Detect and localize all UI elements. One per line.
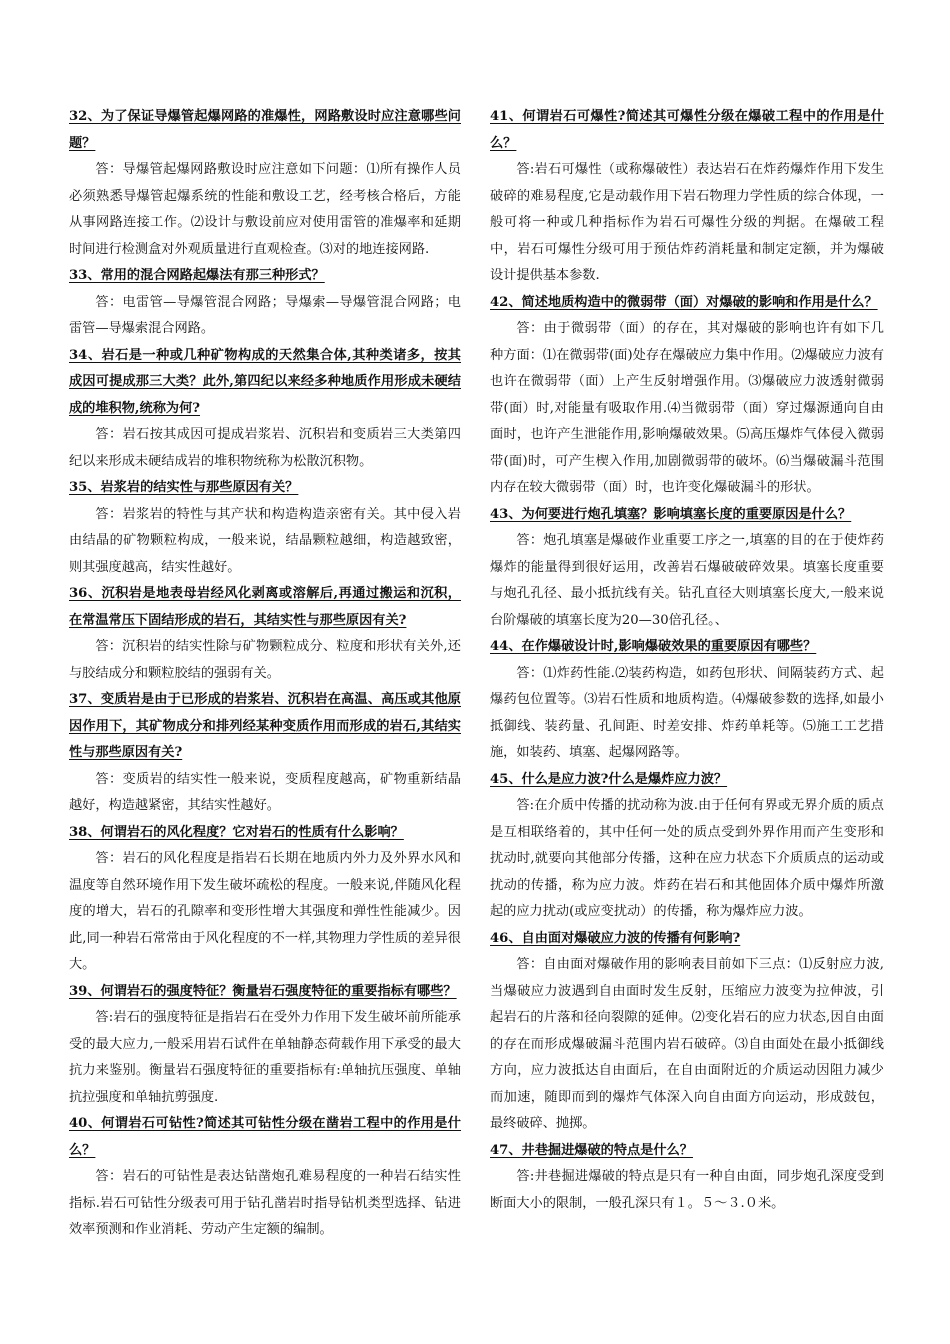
- answer-paragraph: 答：自由面对爆破作用的影响表目前如下三点：⑴反射应力波,当爆破应力波遇到自由面时发生反射，压缩应力波变为拉伸波，引起岩石的片落和径向裂隙的延伸。⑵变化岩石的应力状态,因自由面的存在而形成爆破漏斗范围内岩石破碎。⑶自由面处在最小抵御线方向，应力波抵达自由面后，在自由面附近的介质运动因阻力减少而加速，随即而到的爆炸气体深入向自由面方向运动，形成鼓包，最终破碎、抛掷。: [490, 957, 884, 1131]
- answer-paragraph: 答：电雷管—导爆管混合网路；导爆索—导爆管混合网路；电雷管—导爆索混合网路。: [69, 294, 461, 336]
- question-heading: 47、井巷掘进爆破的特点是什么？: [490, 1142, 693, 1158]
- answer-paragraph: 答：导爆管起爆网路敷设时应注意如下问题：⑴所有操作人员必须熟悉导爆管起爆系统的性能和敷设工艺，经考核合格后，方能从事网路连接工作。⑵设计与敷设前应对使用雷管的准爆率和延期时间进行检测盒对外观质量进行直观检查。⑶对的地连接网路.: [69, 162, 461, 257]
- qa-item-36: [69, 581, 461, 687]
- question-heading: 46、自由面对爆破应力波的传播有何影响?: [490, 930, 741, 946]
- answer-paragraph: 答：岩石的风化程度是指岩石长期在地质内外力及外界水风和温度等自然环境作用下发生破坏疏松的程度。一般来说,伴随风化程度的增大，岩石的孔隙率和变形性增大其强度和弹性性能减少。因此,同一种岩石常常由于风化程度的不一样,其物理力学性质的差异很大。: [69, 851, 461, 972]
- qa-item-35: [69, 475, 461, 581]
- qa-item-34: [69, 343, 461, 476]
- answer-paragraph: 答：岩石的可钻性是表达钻凿炮孔难易程度的一种岩石结实性指标.岩石可钻性分级表可用于钻孔凿岩时指导钻机类型选择、钻进效率预测和作业消耗、劳动产生定额的编制。: [69, 1169, 461, 1237]
- question-heading: 44、在作爆破设计时,影响爆破效果的重要原因有哪些？: [490, 639, 817, 654]
- question-heading: 33、常用的混合网路起爆法有那三种形式？: [69, 268, 325, 283]
- left-column: [69, 104, 461, 1244]
- qa-item-44: [490, 634, 884, 767]
- answer-paragraph: 答：岩石按其成因可提成岩浆岩、沉积岩和变质岩三大类第四纪以来形成未硬结成岩的堆积物统称为松散沉积物。: [69, 427, 461, 469]
- question-heading: 45、什么是应力波?什么是爆炸应力波？: [490, 771, 728, 787]
- qa-item-38: [69, 820, 461, 979]
- qa-item-37: [69, 687, 461, 820]
- answer-paragraph: 答：变质岩的结实性一般来说，变质程度越高，矿物重新结晶越好，构造越紧密，其结实性越好。: [69, 771, 461, 813]
- answer-paragraph: 答：炮孔填塞是爆破作业重要工序之一,填塞的目的在于使炸药爆炸的能量得到很好运用，改善岩石爆破破碎效果。填塞长度重要与炮孔孔径、最小抵抗线有关。钻孔直径大则填塞长度大,一般来说台阶爆破的填塞长度为20—30倍孔径。、: [490, 533, 884, 628]
- answer-paragraph: 答:岩石可爆性（或称爆破性）表达岩石在炸药爆炸作用下发生破碎的难易程度,它是动载作用下岩石物理力学性质的综合体现，一般可将一种或几种指标作为岩石可爆性分级的判据。在爆破工程中，岩石可爆性分级可用于预估炸药消耗量和制定定额，并为爆破设计提供基本参数.: [490, 162, 884, 283]
- question-heading: 39、何谓岩石的强度特征？衡量岩石强度特征的重要指标有哪些？: [69, 983, 457, 999]
- answer-paragraph: 答:岩石的强度特征是指岩石在受外力作用下发生破坏前所能承受的最大应力,一般采用岩石试件在单轴静态荷载作用下承受的最大抗力来鉴别。衡量岩石强度特征的重要指标有:单轴抗压强度、单轴抗拉强度和单轴抗剪强度.: [69, 1010, 461, 1105]
- question-heading: 41、何谓岩石可爆性?简述其可爆性分级在爆破工程中的作用是什么？: [490, 109, 884, 151]
- question-heading: 37、变质岩是由于已形成的岩浆岩、沉积岩在高温、高压或其他原因作用下，其矿物成分和排列经某种变质作用而形成的岩石,其结实性与那些原因有关?: [69, 692, 461, 760]
- question-heading: 40、何谓岩石可钻性?简述其可钻性分级在凿岩工程中的作用是什么？: [69, 1116, 461, 1158]
- answer-paragraph: 答：沉积岩的结实性除与矿物颗粒成分、粒度和形状有关外,还与胶结成分和颗粒胶结的强弱有关。: [69, 639, 461, 681]
- question-heading: 32、为了保证导爆管起爆网路的准爆性，网路敷设时应注意哪些问题？: [69, 109, 461, 151]
- qa-item-45: [490, 767, 884, 926]
- qa-item-40: [69, 1111, 461, 1244]
- answer-paragraph: 答：由于微弱带（面）的存在，其对爆破的影响也许有如下几种方面：⑴在微弱带(面)处存在爆破应力集中作用。⑵爆破应力波有也许在微弱带（面）上产生反射增强作用。⑶爆破应力波透射微弱带(面）时,对能量有吸取作用.⑷当微弱带（面）穿过爆源通向自由面时，也许产生泄能作用,影响爆破效果。⑸高压爆炸气体侵入微弱带(面)时，可产生楔入作用,加剧微弱带的破坏。⑹当爆破漏斗范围内存在较大微弱带（面）时，也许变化爆破漏斗的形状。: [490, 321, 884, 495]
- answer-paragraph: 答：⑴炸药性能.⑵装药构造，如药包形状、间隔装药方式、起爆药包位置等。⑶岩石性质和地质构造。⑷爆破参数的选择,如最小抵御线、装药量、孔间距、时差安排、炸药单耗等。⑸施工工艺措施，如装药、填塞、起爆网路等。: [490, 665, 884, 760]
- question-heading: 34、岩石是一种或几种矿物构成的天然集合体,其种类诸多，按其成因可提成那三大类？此外,第四纪以来经多种地质作用形成未硬结成的堆积物,统称为何?: [69, 347, 461, 416]
- qa-item-33: [69, 263, 461, 343]
- qa-item-47: [490, 1138, 884, 1218]
- qa-item-46: [490, 926, 884, 1138]
- answer-paragraph: 答:井巷掘进爆破的特点是只有一种自由面，同步炮孔深度受到断面大小的限制，一般孔深只有１。５～３.０米。: [490, 1169, 884, 1211]
- qa-item-42: [490, 290, 884, 502]
- question-heading: 43、为何要进行炮孔填塞？影响填塞长度的重要原因是什么？: [490, 506, 852, 522]
- question-heading: 42、简述地质构造中的微弱带（面）对爆破的影响和作用是什么？: [490, 294, 878, 310]
- answer-paragraph: 答:在介质中传播的扰动称为波.由于任何有界或无界介质的质点是互相联络着的，其中任何一处的质点受到外界作用而产生变形和扰动时,就要向其他部分传播，这种在应力状态下介质质点的运动或扰动的传播，称为应力波。炸药在岩石和其他固体介质中爆炸所激起的应力扰动(或应变扰动）的传播，称为爆炸应力波。: [490, 798, 884, 919]
- right-column: [490, 104, 884, 1217]
- qa-item-39: [69, 979, 461, 1112]
- qa-item-32: [69, 104, 461, 263]
- question-heading: 36、沉积岩是地表母岩经风化剥离或溶解后,再通过搬运和沉积，在常温常压下固结形成的岩石，其结实性与那些原因有关?: [69, 586, 461, 628]
- qa-item-41: [490, 104, 884, 290]
- answer-paragraph: 答：岩浆岩的特性与其产状和构造构造亲密有关。其中侵入岩由结晶的矿物颗粒构成，一般来说，结晶颗粒越细，构造越致密，则其强度越高，结实性越好。: [69, 506, 461, 575]
- question-heading: 35、岩浆岩的结实性与那些原因有关？: [69, 480, 299, 495]
- qa-item-43: [490, 502, 884, 635]
- question-heading: 38、何谓岩石的风化程度？它对岩石的性质有什么影响？: [69, 824, 404, 840]
